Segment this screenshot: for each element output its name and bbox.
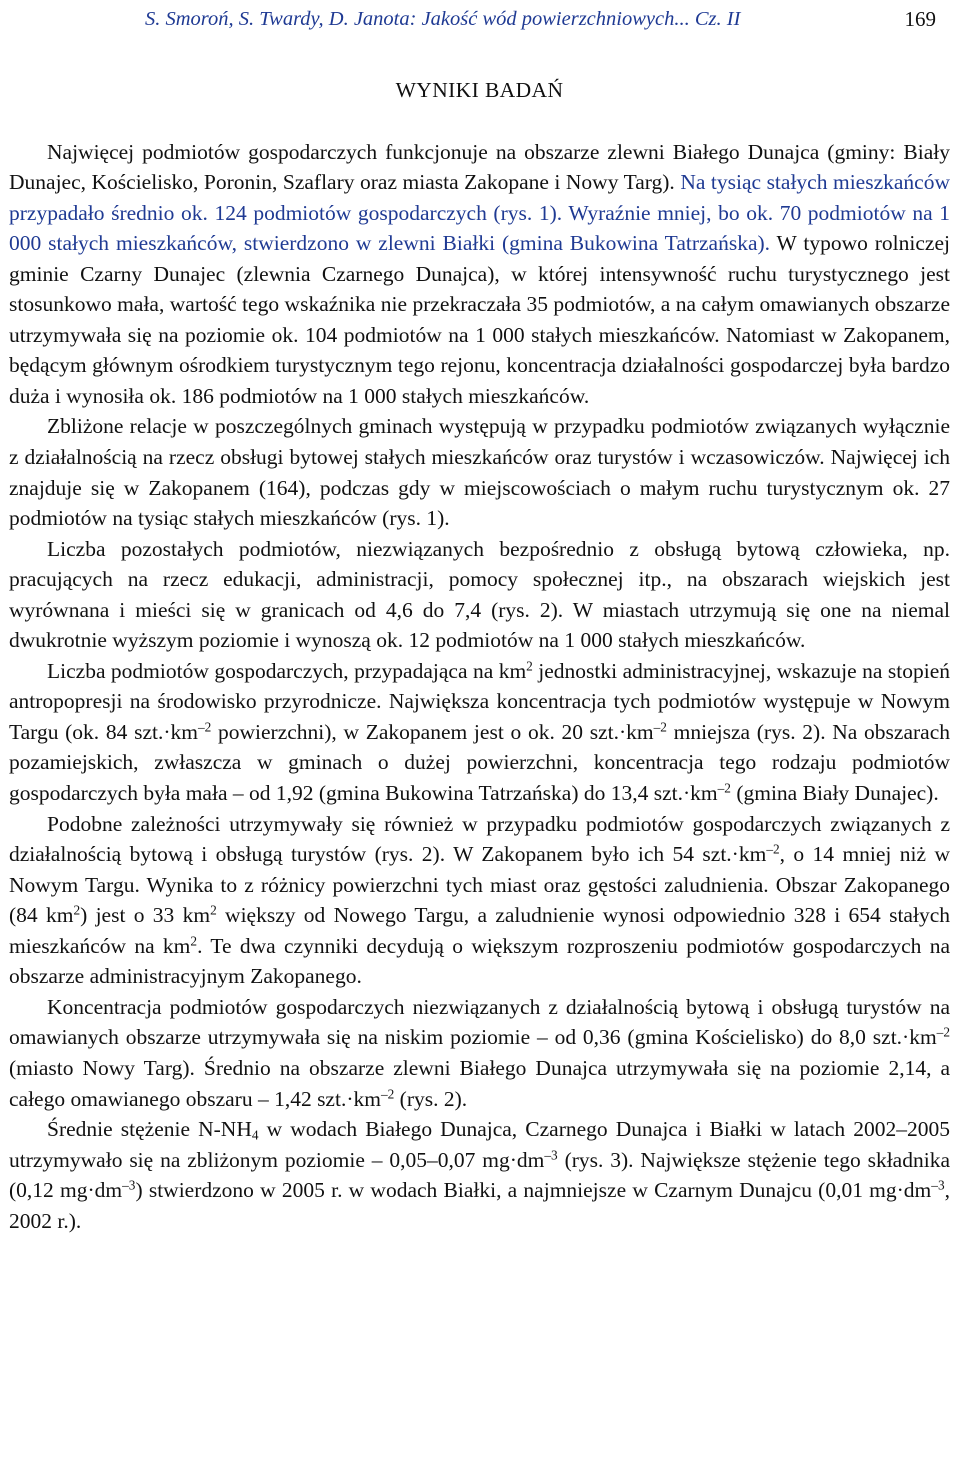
running-header	[9, 4, 950, 34]
page-number: 169	[904, 7, 936, 31]
paragraph-3: Liczba pozostałych podmiotów, niezwiązanych bezpośrednio z obsługą bytową człowieka, np. pracujących na rzecz edukacji, administracji, pomocy społecznej itp., na obszarach wiejskich jest wyrównana i mieści się w granicach od 4,6 do 7,4 (rys. 2). W miastach utrzymują się one na niemal dwukrotnie wyższym poziomie i wynoszą ok. 12 podmiotów na 1 000 stałych mieszkańców.	[9, 536, 950, 653]
paragraph-1: Najwięcej podmiotów gospodarczych funkcjonuje na obszarze zlewni Białego Dunajca (gminy: Biały Dunajec, Kościelisko, Poronin, Szaflary oraz miasta Zakopane i Nowy Targ). Na tysiąc stałych mieszkańców przypadało średnio ok. 124 podmiotów gospodarczych (rys. 1). Wyraźnie mniej, bo ok. 70 podmiotów na 1 000 stałych mieszkańców, stwierdzono w zlewni Białki (gmina Bukowina Tatrzańska). W typowo rolniczej gminie Czarny Dunajec (zlewnia Czarnego Dunajca), w której intensywność ruchu turystycznego jest stosunkowo mała, wartość tego wskaźnika nie przekraczała 35 podmiotów, a na całym omawianych obszarze utrzymywała się na poziomie ok. 104 podmiotów na 1 000 stałych mieszkańców. Natomiast w Zakopanem, będącym głównym ośrodkiem turystycznym tego rejonu, koncentracja działalności gospodarczej była bardzo duża i wynosiła ok. 186 podmiotów na 1 000 stałych mieszkańców.	[9, 139, 950, 408]
section-title: WYNIKI BADAŃ	[395, 78, 564, 102]
document-page	[0, 4, 960, 1236]
highlighted-text: Na tysiąc stałych mieszkańców przypadało średnio ok. 124 podmiotów gospodarczych (rys. 1). Wyraźnie mniej, bo ok. 70 podmiotów na 1 000 stałych mieszkańców, stwierdzono w zlewni Białki (gmina Bukowina Tatrzańska).	[9, 170, 950, 256]
paragraph-6: Koncentracja podmiotów gospodarczych niezwiązanych z działalnością bytową i obsługą turystów na omawianych obszarze utrzymywała się na niskim poziomie – od 0,36 (gmina Kościelisko) do 8,0 $szt.\cdot km^{-2}$ (miasto Nowy Targ). Średnio na obszarze zlewni Białego Dunajca utrzymywała się na poziomie 2,14, a całego omawianego obszaru – 1,42 $szt.\cdot km^{-2}$ (rys. 2).	[9, 994, 950, 1111]
running-title: S. Smoroń, S. Twardy, D. Janota: Jakość wód powierzchniowych... Cz. II	[145, 8, 741, 30]
paragraph-2: Zbliżone relacje w poszczególnych gminach występują w przypadku podmiotów związanych wyłącznie z działalnością na rzecz obsługi bytowej stałych mieszkańców oraz turystów i wczasowiczów. Najwięcej ich znajduje się w Zakopanem (164), podczas gdy w miejscowościach o małym ruchu turystycznym ok. 27 podmiotów na tysiąc stałych mieszkańców (rys. 1).	[9, 414, 950, 531]
paragraph-5: Podobne zależności utrzymywały się również w przypadku podmiotów gospodarczych związanych z działalnością bytową i obsługą turystów (rys. 2). W Zakopanem było ich 54 $szt.\cdot km^{-2}$, o 14 mniej niż w Nowym Targu. Wynika to z różnicy powierzchni tych miast oraz gęstości zaludnienia. Obszar Zakopanego (84 $km^2$) jest o 33 $km^2$ większy od Nowego Targu, a zaludnienie wynosi odpowiednio 328 i 654 stałych mieszkańców na $km^2$. Te dwa czynniki decydują o większym rozproszeniu podmiotów gospodarczych na obszarze administracyjnym Zakopanego.	[9, 811, 951, 989]
paragraph-7: Średnie stężenie $N-NH_4$ w wodach Białego Dunajca, Czarnego Dunajca i Białki w latach 2002–2005 utrzymywało się na zbliżonym poziomie – 0,05–0,07 $mg\cdot dm^{-3}$ (rys. 3). Największe stężenie tego składnika (0,12 $mg\cdot dm^{-3}$) stwierdzono w 2005 r. w wodach Białki, a najmniejsze w Czarnym Dunajcu (0,01 $mg\cdot dm^{-3}$, 2002 r.).	[9, 1117, 951, 1233]
paragraph-4: Liczba podmiotów gospodarczych, przypadająca na $km^2$ jednostki administracyjnej, wskazuje na stopień antropopresji na środowisko przyrodnicze. Największa koncentracja tych podmiotów występuje w Nowym Targu (ok. 84 $szt.\cdot km^{-2}$ powierzchni), w Zakopanem jest o ok. 20 $szt.\cdot km^{-2}$ mniejsza (rys. 2). Na obszarach pozamiejskich, zwłaszcza w gminach o dużej powierzchni, koncentracja tego rodzaju podmiotów gospodarczych była mała – od 1,92 (gmina Bukowina Tatrzańska) do 13,4 $szt.\cdot km^{-2}$ (gmina Biały Dunajec).	[9, 658, 950, 806]
